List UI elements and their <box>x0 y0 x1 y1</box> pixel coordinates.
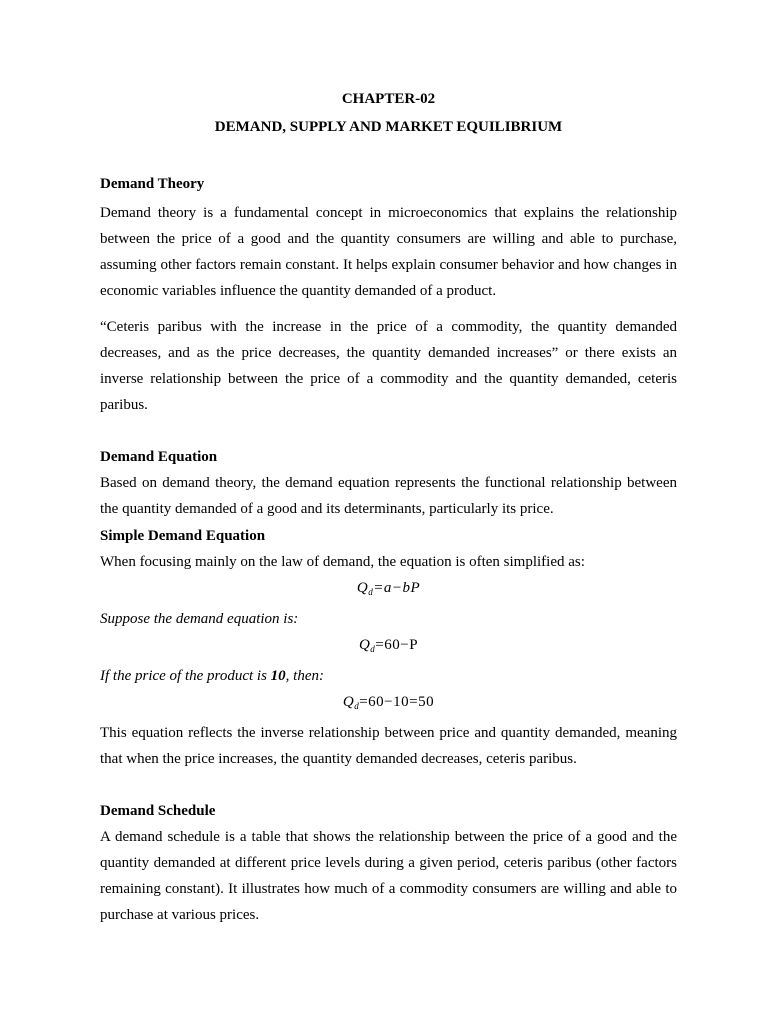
equation-conclusion: This equation reflects the inverse relationship between price and quantity demanded, meaning that when the price increases, the quantity demanded decreases, ceteris paribus. <box>100 725 677 767</box>
price-condition-value: 10 <box>270 668 286 684</box>
price-condition-text <box>100 663 677 689</box>
demand-equation-paragraph: Based on demand theory, the demand equation represents the functional relationship between the quantity demanded of a good and its determinants, particularly its price. <box>100 475 677 517</box>
price-condition-pre: If the price of the product is <box>100 668 271 684</box>
equation-specific-rhs: =60−P <box>375 637 419 653</box>
demand-schedule-paragraph: A demand schedule is a table that shows the relationship between the price of a good and the quantity demanded at different price levels during a given period, ceteris paribus (other factors remaining constant). It illustrates how much of a commodity consumers are willing and able to purchase at various prices. <box>100 829 677 923</box>
equation-result-sub: d <box>354 701 360 711</box>
price-condition-post: , then: <box>285 668 324 684</box>
demand-equation-heading: Demand Equation <box>100 449 218 465</box>
equation-general-lhs: Q <box>356 580 369 596</box>
document-page <box>100 86 677 928</box>
equation-result <box>100 689 677 719</box>
suppose-text: Suppose the demand equation is: <box>100 611 299 627</box>
chapter-title: DEMAND, SUPPLY AND MARKET EQUILIBRIUM <box>214 119 563 135</box>
simple-demand-equation-heading: Simple Demand Equation <box>100 528 266 544</box>
equation-result-rhs: =60−10=50 <box>359 694 435 710</box>
demand-schedule-heading: Demand Schedule <box>100 803 216 819</box>
demand-theory-heading: Demand Theory <box>100 176 205 192</box>
chapter-label: CHAPTER-02 <box>341 91 436 107</box>
equation-general-sub: d <box>368 587 374 597</box>
demand-theory-paragraph-1: Demand theory is a fundamental concept in microeconomics that explains the relationship between the price of a good and the quantity consumers are willing and able to purchase, assuming other factors remain constant. It helps explain consumer behavior and how changes in economic variables influence the quantity demanded of a product. <box>100 205 677 299</box>
equation-general-rhs: =a−bP <box>373 580 421 596</box>
equation-specific-lhs: Q <box>358 637 371 653</box>
simple-demand-intro: When focusing mainly on the law of demand, the equation is often simplified as: <box>100 554 585 570</box>
equation-specific-sub: d <box>370 644 376 654</box>
equation-general <box>100 575 677 605</box>
equation-specific <box>100 632 677 662</box>
equation-result-lhs: Q <box>342 694 355 710</box>
demand-theory-paragraph-2: “Ceteris paribus with the increase in the price of a commodity, the quantity demanded decreases, and as the price decreases, the quantity demanded increases” or there exists an inverse relationship between the price of a commodity and the quantity demanded, ceteris paribus. <box>100 319 677 413</box>
